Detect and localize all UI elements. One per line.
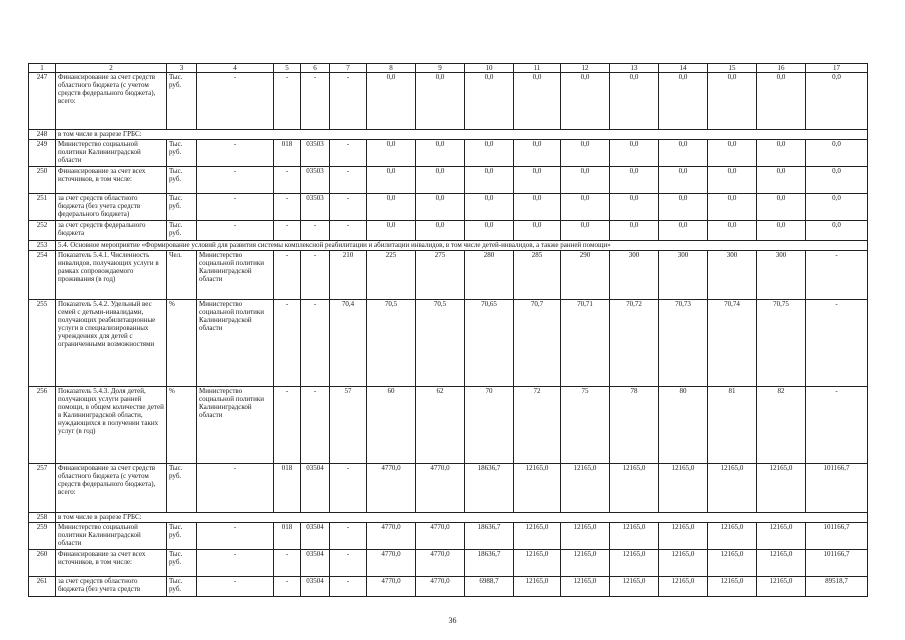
table-cell: 18636,7	[465, 550, 514, 577]
table-cell: 300	[757, 251, 806, 300]
table-cell: 0,0	[514, 221, 561, 241]
table-cell: 0,0	[806, 167, 868, 194]
table-cell: -	[274, 194, 301, 221]
table-cell: 0,0	[757, 221, 806, 241]
table-row	[29, 513, 868, 523]
table-cell: 210	[330, 251, 367, 300]
table-cell: -	[197, 73, 274, 130]
table-cell: -	[197, 140, 274, 167]
table-row	[29, 577, 868, 597]
table-row	[29, 387, 868, 464]
row-number-cell: 252	[29, 221, 56, 241]
table-cell: Министерство социальной политики Калининградской области	[197, 300, 274, 387]
column-header: 3	[167, 64, 197, 73]
row-number-cell: 258	[29, 513, 56, 523]
table-cell: -	[274, 577, 301, 597]
table-cell: 101166,7	[806, 523, 868, 550]
table-cell: -	[197, 194, 274, 221]
table-cell: 0,0	[708, 194, 757, 221]
table-cell: 12165,0	[610, 577, 659, 597]
description-cell: Показатель 5.4.1. Численность инвалидов, получающих услуги в рамках сопровождаемого проживания (в год)	[56, 251, 167, 300]
table-cell: 70,74	[708, 300, 757, 387]
table-cell: 60	[367, 387, 416, 464]
table-cell: 89518,7	[806, 577, 868, 597]
table-cell: 0,0	[367, 167, 416, 194]
table-cell: 80	[659, 387, 708, 464]
table-cell: 18636,7	[465, 523, 514, 550]
table-cell: Тыс. руб.	[167, 140, 197, 167]
row-number-cell: 255	[29, 300, 56, 387]
column-header: 12	[561, 64, 610, 73]
table-cell: 0,0	[708, 167, 757, 194]
description-cell: Финансирование за счет всех источников, в том числе:	[56, 550, 167, 577]
table-cell: 0,0	[561, 73, 610, 130]
table-cell: 12165,0	[708, 577, 757, 597]
table-cell: 0,0	[806, 194, 868, 221]
table-cell: 0,0	[416, 221, 465, 241]
column-header: 15	[708, 64, 757, 73]
table-cell: -	[330, 464, 367, 513]
column-header: 16	[757, 64, 806, 73]
row-number-cell: 256	[29, 387, 56, 464]
table-cell: 0,0	[416, 167, 465, 194]
table-cell: -	[274, 251, 301, 300]
row-number-cell: 254	[29, 251, 56, 300]
table-cell: 12165,0	[561, 523, 610, 550]
table-cell: 4770,0	[416, 464, 465, 513]
column-header: 1	[29, 64, 56, 73]
table-cell: 4770,0	[367, 577, 416, 597]
table-cell: 018	[274, 140, 301, 167]
table-cell: 300	[659, 251, 708, 300]
table-cell: -	[330, 167, 367, 194]
table-cell: -	[274, 300, 301, 387]
table-cell: 0,0	[757, 140, 806, 167]
table-cell: 300	[708, 251, 757, 300]
table-cell: 280	[465, 251, 514, 300]
section-heading-cell: в том числе в разрезе ГРБС:	[56, 513, 868, 523]
table-cell: 12165,0	[514, 550, 561, 577]
table-cell: 0,0	[465, 73, 514, 130]
description-cell: Министерство социальной политики Калининградской области	[56, 523, 167, 550]
section-heading-cell: 5.4. Основное мероприятие «Формирование условий для развития системы комплексной реабилитации и абилитации инвалидов, в том числе детей-инвалидов, а также ранней помощи»	[56, 241, 868, 251]
table-cell: 300	[610, 251, 659, 300]
description-cell: Финансирование за счет средств областного бюджета (с учетом средств федерального бюджета), всего:	[56, 73, 167, 130]
table-cell: 0,0	[757, 194, 806, 221]
row-number-cell: 247	[29, 73, 56, 130]
table-cell: -	[330, 221, 367, 241]
table-cell: 0,0	[514, 73, 561, 130]
table-cell: 0,0	[561, 167, 610, 194]
column-header: 2	[56, 64, 167, 73]
table-cell: 0,0	[610, 194, 659, 221]
table-row	[29, 550, 868, 577]
table-cell: 0,0	[561, 194, 610, 221]
table-cell: 03504	[301, 464, 330, 513]
table-cell: 0,0	[465, 167, 514, 194]
table-cell: 0,0	[367, 140, 416, 167]
table-cell: 0,0	[659, 194, 708, 221]
table-cell: 12165,0	[708, 523, 757, 550]
column-header: 6	[301, 64, 330, 73]
table-row	[29, 464, 868, 513]
table-cell: 225	[367, 251, 416, 300]
document-table-container	[28, 63, 868, 597]
table-row	[29, 221, 868, 241]
table-cell: -	[301, 300, 330, 387]
table-cell: 70,5	[416, 300, 465, 387]
table-cell: -	[197, 550, 274, 577]
table-cell: -	[197, 464, 274, 513]
table-cell: 0,0	[465, 221, 514, 241]
table-cell: 4770,0	[367, 464, 416, 513]
description-cell: Министерство социальной политики Калининградской области	[56, 140, 167, 167]
table-cell: 0,0	[659, 221, 708, 241]
table-cell: 12165,0	[757, 523, 806, 550]
table-cell: 0,0	[416, 140, 465, 167]
table-cell: 70,75	[757, 300, 806, 387]
table-cell: 0,0	[367, 73, 416, 130]
table-cell: 70,71	[561, 300, 610, 387]
description-cell: Финансирование за счет всех источников, в том числе:	[56, 167, 167, 194]
table-cell: 0,0	[757, 167, 806, 194]
table-cell: Тыс. руб.	[167, 167, 197, 194]
table-cell: 81	[708, 387, 757, 464]
column-header: 5	[274, 64, 301, 73]
table-cell: 0,0	[610, 221, 659, 241]
table-cell: 0,0	[659, 73, 708, 130]
table-row	[29, 73, 868, 130]
table-cell: 0,0	[806, 73, 868, 130]
row-number-cell: 260	[29, 550, 56, 577]
description-cell: за счет средств федерального бюджета	[56, 221, 167, 241]
description-cell: Показатель 5.4.3. Доля детей, получающих услуги ранней помощи, в общем количестве детей в Калининградской области, нуждающихся в получении таких услуг (в год)	[56, 387, 167, 464]
table-cell: 0,0	[416, 194, 465, 221]
table-cell: 6988,7	[465, 577, 514, 597]
table-cell: 0,0	[561, 221, 610, 241]
row-number-cell: 259	[29, 523, 56, 550]
table-cell: Тыс. руб.	[167, 221, 197, 241]
table-cell: Тыс. руб.	[167, 73, 197, 130]
table-cell: 0,0	[659, 167, 708, 194]
table-row	[29, 251, 868, 300]
table-cell: 0,0	[367, 194, 416, 221]
table-cell: -	[197, 221, 274, 241]
table-cell: 12165,0	[514, 523, 561, 550]
table-cell: -	[274, 73, 301, 130]
table-cell: Тыс. руб.	[167, 577, 197, 597]
table-row	[29, 241, 868, 251]
table-cell: 4770,0	[416, 550, 465, 577]
table-cell: 70,5	[367, 300, 416, 387]
column-header: 13	[610, 64, 659, 73]
description-cell: за счет средств областного бюджета (без учета средств	[56, 577, 167, 597]
table-cell: Тыс. руб.	[167, 194, 197, 221]
table-cell: -	[330, 523, 367, 550]
table-cell: 0,0	[465, 194, 514, 221]
table-cell: -	[330, 550, 367, 577]
table-cell: 018	[274, 523, 301, 550]
table-cell: Тыс. руб.	[167, 550, 197, 577]
table-cell: 018	[274, 464, 301, 513]
table-cell: 70,72	[610, 300, 659, 387]
table-cell: -	[274, 221, 301, 241]
table-cell: 0,0	[561, 140, 610, 167]
table-cell: Чел.	[167, 251, 197, 300]
table-cell: 12165,0	[610, 464, 659, 513]
table-cell: -	[301, 251, 330, 300]
table-cell: 0,0	[708, 140, 757, 167]
column-header: 17	[806, 64, 868, 73]
table-cell: 70,7	[514, 300, 561, 387]
table-cell: 0,0	[416, 73, 465, 130]
row-number-cell: 249	[29, 140, 56, 167]
table-cell: -	[197, 577, 274, 597]
table-cell: -	[806, 251, 868, 300]
table-cell: 70,73	[659, 300, 708, 387]
table-cell: -	[274, 387, 301, 464]
table-cell: 12165,0	[757, 550, 806, 577]
table-cell: Министерство социальной политики Калининградской области	[197, 387, 274, 464]
table-cell: 70,65	[465, 300, 514, 387]
table-cell: -	[330, 140, 367, 167]
table-cell: 12165,0	[708, 464, 757, 513]
column-header: 4	[197, 64, 274, 73]
table-cell: 101166,7	[806, 550, 868, 577]
table-cell: 12165,0	[561, 464, 610, 513]
table-cell: 4770,0	[367, 550, 416, 577]
table-cell: 72	[514, 387, 561, 464]
column-header: 8	[367, 64, 416, 73]
table-cell: 18636,7	[465, 464, 514, 513]
table-cell: -	[274, 550, 301, 577]
table-cell: 12165,0	[561, 550, 610, 577]
table-cell: -	[301, 73, 330, 130]
column-header: 7	[330, 64, 367, 73]
table-cell: -	[197, 167, 274, 194]
row-number-cell: 251	[29, 194, 56, 221]
table-cell: 0,0	[806, 140, 868, 167]
table-cell: 62	[416, 387, 465, 464]
row-number-cell: 250	[29, 167, 56, 194]
table-cell: 12165,0	[757, 577, 806, 597]
description-cell: за счет средств областного бюджета (без учета средств федерального бюджета)	[56, 194, 167, 221]
table-cell: Министерство социальной политики Калининградской области	[197, 251, 274, 300]
row-number-cell: 257	[29, 464, 56, 513]
table-cell: 0,0	[465, 140, 514, 167]
table-cell: Тыс. руб.	[167, 464, 197, 513]
column-header: 14	[659, 64, 708, 73]
table-cell: 12165,0	[708, 550, 757, 577]
table-cell: 0,0	[610, 73, 659, 130]
table-row	[29, 140, 868, 167]
table-cell: 0,0	[514, 194, 561, 221]
table-cell: 03504	[301, 550, 330, 577]
table-cell: 12165,0	[757, 464, 806, 513]
table-cell: %	[167, 300, 197, 387]
table-cell: -	[301, 387, 330, 464]
table-cell: -	[197, 523, 274, 550]
table-cell: 0,0	[659, 140, 708, 167]
table-cell: -	[330, 194, 367, 221]
table-cell: -	[330, 73, 367, 130]
table-cell: 12165,0	[514, 577, 561, 597]
table-cell: 03503	[301, 140, 330, 167]
table-cell: 03504	[301, 577, 330, 597]
row-number-cell: 248	[29, 130, 56, 140]
table-cell: 285	[514, 251, 561, 300]
page-number: 36	[448, 616, 457, 625]
table-row	[29, 194, 868, 221]
table-cell: 0,0	[708, 221, 757, 241]
table-cell: 4770,0	[367, 523, 416, 550]
row-number-cell: 253	[29, 241, 56, 251]
table-cell: 0,0	[514, 167, 561, 194]
table-cell: 82	[757, 387, 806, 464]
table-cell: %	[167, 387, 197, 464]
table-cell: 03503	[301, 167, 330, 194]
column-header: 10	[465, 64, 514, 73]
table-cell: 03503	[301, 194, 330, 221]
table-cell: -	[330, 577, 367, 597]
table-cell: 0,0	[610, 167, 659, 194]
table-cell: 12165,0	[514, 464, 561, 513]
table-cell: -	[806, 387, 868, 464]
table-cell: 0,0	[514, 140, 561, 167]
section-heading-cell: в том числе в разрезе ГРБС:	[56, 130, 868, 140]
table-cell: 4770,0	[416, 577, 465, 597]
table-cell: 70	[465, 387, 514, 464]
table-cell: Тыс. руб.	[167, 523, 197, 550]
table-cell: 290	[561, 251, 610, 300]
column-header: 9	[416, 64, 465, 73]
table-cell: 275	[416, 251, 465, 300]
column-header: 11	[514, 64, 561, 73]
table-cell: 12165,0	[610, 550, 659, 577]
description-cell: Финансирование за счет средств областного бюджета (с учетом средств федерального бюджета), всего:	[56, 464, 167, 513]
table-cell: 101166,7	[806, 464, 868, 513]
table-cell: -	[301, 221, 330, 241]
table-cell: 12165,0	[561, 577, 610, 597]
table-cell: 0,0	[757, 73, 806, 130]
table-row	[29, 130, 868, 140]
table-cell: 0,0	[610, 140, 659, 167]
table-cell: 75	[561, 387, 610, 464]
row-number-cell: 261	[29, 577, 56, 597]
header-row	[29, 64, 868, 73]
table-cell: 12165,0	[659, 550, 708, 577]
table-row	[29, 523, 868, 550]
table-cell: 12165,0	[610, 523, 659, 550]
table-cell: 78	[610, 387, 659, 464]
table-row	[29, 167, 868, 194]
program-table	[28, 63, 868, 597]
table-cell: 4770,0	[416, 523, 465, 550]
table-cell: 57	[330, 387, 367, 464]
table-row	[29, 300, 868, 387]
table-cell: 0,0	[367, 221, 416, 241]
table-cell: 12165,0	[659, 523, 708, 550]
table-cell: 03504	[301, 523, 330, 550]
table-cell: 12165,0	[659, 577, 708, 597]
description-cell: Показатель 5.4.2. Удельный вес семей с детьми-инвалидами, получающих реабилитационные услуги в специализированных учреждениях для детей с ограниченными возможностями	[56, 300, 167, 387]
table-cell: 0,0	[708, 73, 757, 130]
table-cell: -	[806, 300, 868, 387]
table-cell: 12165,0	[659, 464, 708, 513]
table-cell: -	[274, 167, 301, 194]
table-cell: 70,4	[330, 300, 367, 387]
table-cell: 0,0	[806, 221, 868, 241]
